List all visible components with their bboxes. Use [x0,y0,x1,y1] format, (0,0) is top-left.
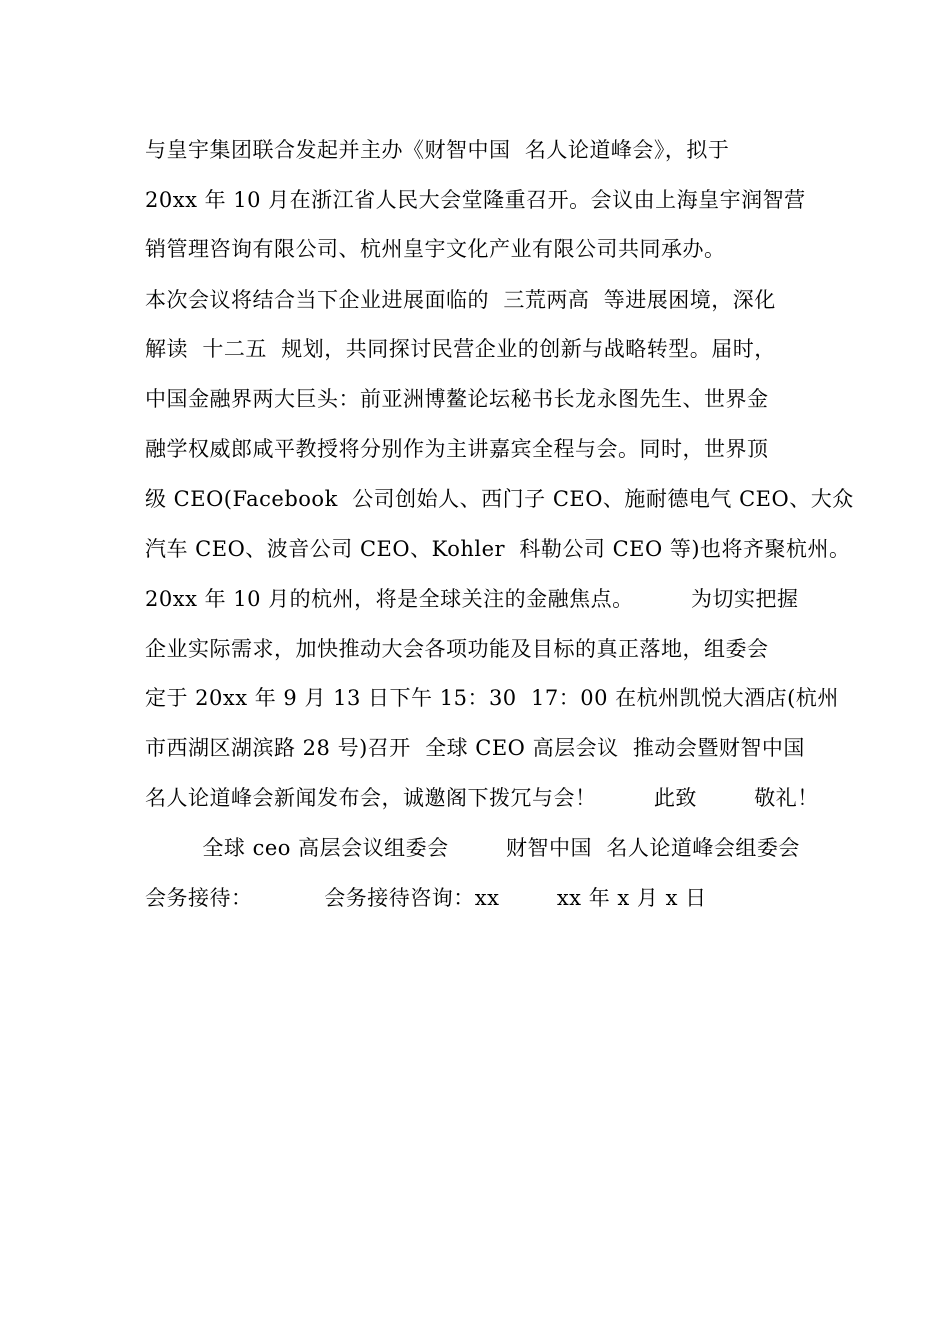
paragraph-line-10: 20xx 年 10 月的杭州，将是全球关注的金融焦点。 为切实把握 [145,587,799,611]
paragraph-line-3: 销管理咨询有限公司、杭州皇宇文化产业有限公司共同承办。 [145,237,726,261]
paragraph-line-8: 级 CEO(Facebook 公司创始人、西门子 CEO、施耐德电气 CEO、大众 [145,487,854,511]
paragraph-line-9: 汽车 CEO、波音公司 CEO、Kohler 科勒公司 CEO 等)也将齐聚杭州。 [145,537,851,561]
paragraph-line-12: 定于 20xx 年 9 月 13 日下午 15：30 17：00 在杭州凯悦大酒店(杭州 [145,686,839,710]
signature-line: 全球 ceo 高层会议组委会 财智中国 名人论道峰会组委会 [145,836,800,860]
paragraph-line-11: 企业实际需求，加快推动大会各项功能及目标的真正落地，组委会 [145,637,769,661]
paragraph-line-13: 市西湖区湖滨路 28 号)召开 全球 CEO 高层会议 推动会暨财智中国 [145,736,805,760]
paragraph-line-7: 融学权威郎咸平教授将分别作为主讲嘉宾全程与会。同时，世界顶 [145,437,769,461]
contact-date-line: 会务接待： 会务接待咨询：xx xx 年 x 月 x 日 [145,886,707,910]
paragraph-line-5: 解读 十二五 规划，共同探讨民营企业的创新与战略转型。届时， [145,337,776,361]
paragraph-line-1: 与皇宇集团联合发起并主办《财智中国 名人论道峰会》，拟于 [145,138,730,162]
paragraph-line-6: 中国金融界两大巨头：前亚洲博鳌论坛秘书长龙永图先生、世界金 [145,387,769,411]
paragraph-line-14: 名人论道峰会新闻发布会，诚邀阁下拨冗与会！ 此致 敬礼！ [145,786,819,810]
paragraph-line-2: 20xx 年 10 月在浙江省人民大会堂隆重召开。会议由上海皇宇润智营 [145,188,806,212]
paragraph-line-4: 本次会议将结合当下企业进展面临的 三荒两高 等进展困境，深化 [145,288,776,312]
